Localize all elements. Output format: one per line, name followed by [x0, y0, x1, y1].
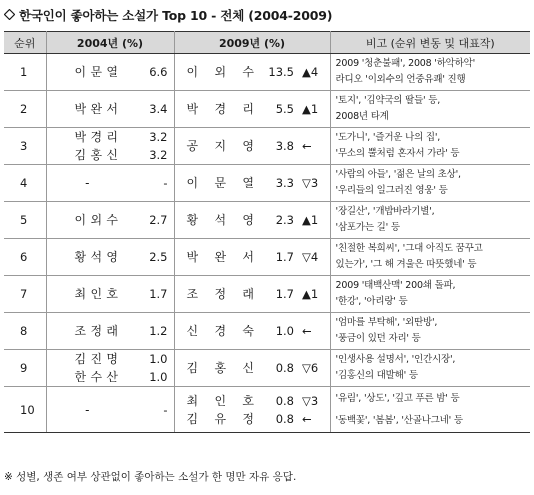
name-char: 수 — [90, 370, 103, 384]
notes-cell — [330, 276, 530, 313]
percent-2009: 2.3 — [275, 213, 294, 227]
header-notes: 비고 (순위 변동 및 대표작) — [330, 32, 530, 54]
name-char: 열 — [106, 65, 118, 79]
name-char: 호 — [242, 393, 254, 408]
value-2009-cell — [266, 387, 300, 433]
note-line: 2008년 타계 — [335, 111, 389, 122]
novelist-name-2004 — [47, 211, 129, 229]
value-2004-cell — [128, 276, 174, 313]
name-char: 진 — [90, 352, 103, 366]
note-line: '도가니', '즐거운 나의 집', — [335, 132, 441, 143]
value-2004-cell — [128, 165, 174, 202]
novelist-name-2004 — [47, 100, 129, 118]
novelist-name-2004 — [47, 248, 129, 266]
name-char: 리 — [242, 102, 254, 116]
rank-cell: 6 — [4, 239, 46, 276]
note-line: '우리들의 일그러진 영웅' 등 — [335, 185, 448, 196]
table-row — [4, 128, 530, 165]
name-char: 이 — [186, 65, 199, 79]
rank-change-cell — [300, 128, 330, 165]
name-char: 이 — [74, 213, 87, 227]
name-char: 수 — [106, 213, 118, 227]
rank-change-cell — [300, 387, 330, 433]
value-2004-cell — [128, 202, 174, 239]
value-2004-cell — [128, 350, 174, 387]
percent-2009: 1.7 — [275, 287, 294, 301]
rank-cell: 9 — [4, 350, 46, 387]
name-char: 수 — [242, 65, 254, 79]
notes-cell — [330, 128, 530, 165]
name-2004-cell — [46, 202, 128, 239]
ranking-table — [4, 31, 530, 433]
novelist-name-2009 — [175, 174, 267, 192]
percent-2009: 0.8 — [275, 361, 294, 375]
percent-2009: 3.8 — [275, 139, 294, 153]
value-2009-cell — [266, 128, 300, 165]
novelist-name-2004: - — [85, 176, 90, 190]
name-char: 래 — [242, 287, 254, 301]
page-title — [4, 6, 332, 24]
rank-change: ← — [302, 139, 312, 153]
header-2009: 2009년 (%) — [174, 32, 330, 54]
rank-change: ▲1 — [302, 102, 319, 116]
notes-cell — [330, 387, 530, 433]
note-line: '친절한 복희씨', '그대 아직도 꿈꾸고 — [335, 243, 483, 254]
name-2009-cell — [174, 128, 266, 165]
name-char: 문 — [90, 65, 103, 79]
name-2009-cell — [174, 202, 266, 239]
name-2004-cell — [46, 276, 128, 313]
name-char: 정 — [90, 324, 103, 338]
rank-change-cell — [300, 165, 330, 202]
notes-cell — [330, 313, 530, 350]
novelist-name-2004 — [47, 146, 129, 164]
percent-2009: 13.5 — [268, 65, 294, 79]
rank-change-cell — [300, 202, 330, 239]
name-char: 신 — [186, 324, 199, 338]
percent-2004: 2.5 — [149, 250, 168, 264]
rank-cell: 7 — [4, 276, 46, 313]
rank-cell: 8 — [4, 313, 46, 350]
name-char: 지 — [214, 139, 227, 153]
value-2009-cell — [266, 350, 300, 387]
header-2004: 2004년 (%) — [46, 32, 174, 54]
novelist-name-2009 — [175, 63, 267, 81]
notes-cell — [330, 239, 530, 276]
percent-2004: 1.0 — [149, 352, 168, 366]
percent-2009: 1.0 — [275, 324, 294, 338]
name-char: 공 — [186, 139, 199, 153]
name-char: 홍 — [214, 361, 227, 375]
table-row — [4, 239, 530, 276]
name-2009-cell — [174, 313, 266, 350]
name-char: 신 — [106, 148, 118, 162]
rank-change: ▽3 — [302, 393, 319, 408]
novelist-name-2009 — [175, 100, 267, 118]
rank-change: ▽4 — [302, 250, 319, 264]
name-char: 석 — [214, 213, 227, 227]
name-char: 인 — [214, 393, 227, 408]
notes-cell — [330, 165, 530, 202]
novelist-name-2009 — [175, 248, 267, 266]
percent-2004: 3.2 — [149, 148, 168, 162]
value-2009-cell — [266, 54, 300, 91]
name-char: 완 — [90, 102, 103, 116]
novelist-name-2004 — [47, 285, 129, 303]
value-2009-cell — [266, 276, 300, 313]
rank-change-cell — [300, 54, 330, 91]
name-char: 박 — [74, 130, 87, 144]
name-char: 열 — [242, 176, 254, 190]
note-line: 있는가', '그 해 겨울은 따뜻했네' 등 — [335, 259, 477, 270]
value-2009-cell — [266, 91, 300, 128]
rank-change: ← — [302, 324, 312, 338]
rank-change-cell — [300, 91, 330, 128]
name-char: 유 — [214, 411, 227, 426]
rank-cell: 1 — [4, 54, 46, 91]
note-line: 2009 '청춘불패', 2008 '하악하악' — [335, 58, 476, 69]
value-2004-cell — [128, 91, 174, 128]
name-char: 경 — [90, 130, 103, 144]
name-char: 한 — [74, 370, 87, 384]
table-row — [4, 313, 530, 350]
table-row — [4, 387, 530, 433]
name-char: 최 — [186, 393, 199, 408]
percent-2004: 6.6 — [149, 65, 168, 79]
note-line: '김홍신의 대발해' 등 — [335, 370, 418, 381]
novelist-name-2004: - — [85, 402, 90, 417]
name-2009-cell — [174, 387, 266, 433]
name-char: 경 — [214, 324, 227, 338]
name-char: 조 — [186, 287, 199, 301]
name-2004-cell — [46, 350, 128, 387]
diamond-bullet-icon — [4, 9, 15, 20]
rank-cell: 4 — [4, 165, 46, 202]
rank-cell: 5 — [4, 202, 46, 239]
name-char: 정 — [242, 411, 254, 426]
value-2004-cell — [128, 239, 174, 276]
rank-change: ▲1 — [302, 213, 319, 227]
novelist-name-2009 — [175, 392, 267, 410]
table-row — [4, 202, 530, 239]
novelist-name-2009 — [175, 410, 267, 428]
rank-change-cell — [300, 313, 330, 350]
name-char: 외 — [90, 213, 103, 227]
name-2009-cell — [174, 350, 266, 387]
rank-change: ▲4 — [302, 65, 319, 79]
rank-change-cell — [300, 350, 330, 387]
name-char: 리 — [106, 130, 118, 144]
percent-2009: 0.8 — [275, 411, 294, 426]
name-2009-cell — [174, 239, 266, 276]
name-char: 황 — [186, 213, 199, 227]
novelist-name-2009 — [175, 285, 267, 303]
footnote: ※ 성별, 생존 여부 상관없이 좋아하는 소설가 한 명만 자유 응답. — [4, 471, 297, 483]
name-2004-cell — [46, 91, 128, 128]
name-char: 문 — [214, 176, 227, 190]
notes-cell — [330, 54, 530, 91]
name-char: 홍 — [90, 148, 103, 162]
table-row — [4, 276, 530, 313]
name-char: 인 — [90, 287, 103, 301]
name-char: 신 — [242, 361, 254, 375]
value-2009-cell — [266, 202, 300, 239]
note-line: 라디오 '이외수의 언중유쾌' 진행 — [335, 74, 466, 85]
name-char: 정 — [214, 287, 227, 301]
rank-change-cell — [300, 276, 330, 313]
table-row — [4, 350, 530, 387]
name-char: 외 — [214, 65, 227, 79]
title-text: 한국인이 좋아하는 소설가 Top 10 - 전체 (2004-2009) — [19, 8, 333, 23]
name-char: 영 — [106, 250, 118, 264]
table-row — [4, 54, 530, 91]
note-line: '사람의 아들', '젊은 날의 초상', — [335, 169, 461, 180]
name-char: 최 — [74, 287, 87, 301]
percent-2004: - — [163, 176, 168, 190]
notes-cell — [330, 350, 530, 387]
note-line: '동백꽃', '봄봄', '산골나그네' 등 — [335, 414, 463, 426]
header-row — [4, 32, 530, 54]
note-line: '유림', '상도', '깊고 푸른 밤' 등 — [335, 392, 460, 404]
rank-change: ▽3 — [302, 176, 319, 190]
value-2009-cell — [266, 239, 300, 276]
name-char: 호 — [106, 287, 118, 301]
note-line: '인생사용 설명서', '인간시장', — [335, 354, 456, 365]
value-2004-cell — [128, 387, 174, 433]
novelist-name-2004 — [47, 128, 129, 146]
value-2009-cell — [266, 165, 300, 202]
rank-cell: 10 — [4, 387, 46, 433]
rank-cell: 2 — [4, 91, 46, 128]
value-2004-cell — [128, 54, 174, 91]
name-2009-cell — [174, 91, 266, 128]
name-char: 산 — [106, 370, 118, 384]
name-char: 박 — [186, 102, 199, 116]
name-char: 서 — [106, 102, 118, 116]
name-2009-cell — [174, 276, 266, 313]
note-line: '삼포가는 길' 등 — [335, 222, 400, 233]
name-char: 이 — [74, 65, 87, 79]
percent-2009: 0.8 — [275, 393, 294, 408]
percent-2004: 3.4 — [149, 102, 168, 116]
rank-change-cell — [300, 239, 330, 276]
name-2004-cell — [46, 128, 128, 165]
name-char: 명 — [106, 352, 118, 366]
note-line: '풍금이 있던 자리' 등 — [335, 333, 421, 344]
percent-2009: 1.7 — [275, 250, 294, 264]
novelist-name-2009 — [175, 322, 267, 340]
name-char: 영 — [242, 139, 254, 153]
percent-2009: 5.5 — [275, 102, 294, 116]
percent-2009: 3.3 — [275, 176, 294, 190]
note-line: 2009 '태백산맥' 200쇄 돌파, — [335, 280, 456, 291]
rank-change: ← — [302, 411, 312, 426]
name-2004-cell — [46, 239, 128, 276]
name-char: 이 — [186, 176, 199, 190]
rank-change: ▽6 — [302, 361, 319, 375]
header-rank: 순위 — [4, 32, 46, 54]
note-line: '한강', '아리랑' 등 — [335, 296, 408, 307]
note-line: '엄마를 부탁해', '외딴방', — [335, 317, 438, 328]
novelist-name-2009 — [175, 211, 267, 229]
name-char: 조 — [74, 324, 87, 338]
name-char: 황 — [74, 250, 87, 264]
name-2009-cell — [174, 54, 266, 91]
name-2004-cell — [46, 165, 128, 202]
name-2009-cell — [174, 165, 266, 202]
novelist-name-2009 — [175, 137, 267, 155]
name-char: 영 — [242, 213, 254, 227]
name-char: 경 — [214, 102, 227, 116]
name-char: 래 — [106, 324, 118, 338]
name-2004-cell — [46, 54, 128, 91]
notes-cell — [330, 91, 530, 128]
percent-2004: 2.7 — [149, 213, 168, 227]
percent-2004: 1.2 — [149, 324, 168, 338]
percent-2004: - — [163, 402, 168, 417]
name-2004-cell — [46, 313, 128, 350]
name-char: 숙 — [242, 324, 254, 338]
table-row — [4, 91, 530, 128]
table-row — [4, 165, 530, 202]
percent-2004: 1.0 — [149, 370, 168, 384]
note-line: '토지', '김약국의 딸들' 등, — [335, 95, 441, 106]
name-char: 석 — [90, 250, 103, 264]
rank-cell: 3 — [4, 128, 46, 165]
name-2004-cell — [46, 387, 128, 433]
name-char: 박 — [74, 102, 87, 116]
note-line: '무소의 뿔처럼 혼자서 가라' 등 — [335, 148, 460, 159]
name-char: 박 — [186, 250, 199, 264]
name-char: 김 — [74, 352, 87, 366]
novelist-name-2004 — [47, 63, 129, 81]
name-char: 김 — [186, 361, 199, 375]
novelist-name-2004 — [47, 322, 129, 340]
value-2004-cell — [128, 128, 174, 165]
name-char: 김 — [186, 411, 199, 426]
novelist-name-2004 — [47, 350, 129, 368]
name-char: 김 — [74, 148, 87, 162]
novelist-name-2009 — [175, 359, 267, 377]
value-2004-cell — [128, 313, 174, 350]
percent-2004: 3.2 — [149, 130, 168, 144]
novelist-name-2004 — [47, 368, 129, 386]
value-2009-cell — [266, 313, 300, 350]
rank-change: ▲1 — [302, 287, 319, 301]
name-char: 서 — [242, 250, 254, 264]
notes-cell — [330, 202, 530, 239]
percent-2004: 1.7 — [149, 287, 168, 301]
name-char: 완 — [214, 250, 227, 264]
note-line: '장길산', '개밥바라기별', — [335, 206, 435, 217]
